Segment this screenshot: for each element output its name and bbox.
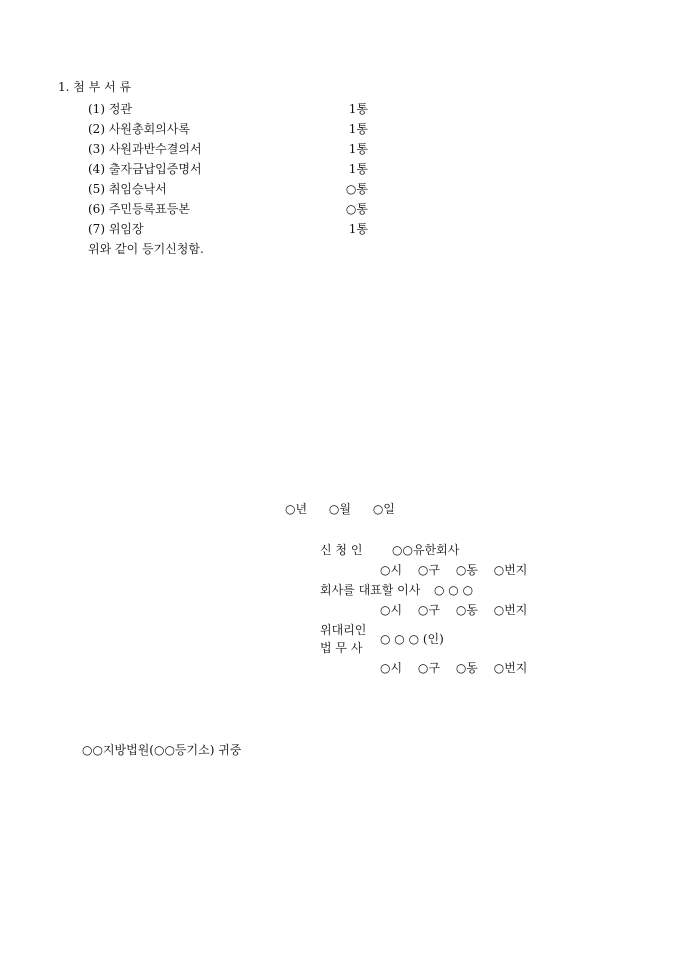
address-dong: ○동 bbox=[455, 563, 478, 577]
address-district: ○구 bbox=[417, 661, 440, 675]
attachment-item bbox=[88, 140, 368, 154]
address-district: ○구 bbox=[417, 563, 440, 577]
attachment-item bbox=[88, 160, 368, 174]
attachment-count: 1통 bbox=[348, 142, 368, 156]
representative-name: ○ ○ ○ bbox=[434, 583, 474, 597]
closing-statement: 위와 같이 등기신청함. bbox=[88, 242, 204, 256]
applicant-address bbox=[380, 563, 527, 577]
agent-label-line1: 위대리인 bbox=[320, 623, 367, 637]
attachment-item bbox=[88, 120, 368, 134]
attachment-label: (5) 취임승낙서 bbox=[88, 182, 167, 196]
address-lot: ○번지 bbox=[493, 661, 528, 675]
attachment-item bbox=[88, 220, 368, 234]
representative-label: 회사를 대표할 이사 bbox=[320, 583, 421, 597]
attachment-label: (2) 사원총회의사록 bbox=[88, 122, 190, 136]
representative-address bbox=[380, 603, 527, 617]
address-city: ○시 bbox=[380, 603, 403, 617]
agent-label-line2: 법 무 사 bbox=[320, 641, 363, 655]
attachment-label: (6) 주민등록표등본 bbox=[88, 202, 190, 216]
attachment-count: ○통 bbox=[345, 202, 368, 216]
attachment-count: 1통 bbox=[348, 222, 368, 236]
attachment-count: 1통 bbox=[348, 162, 368, 176]
address-city: ○시 bbox=[380, 563, 403, 577]
attachment-label: (1) 정관 bbox=[88, 102, 132, 116]
address-district: ○구 bbox=[417, 603, 440, 617]
attachment-count: ○통 bbox=[345, 182, 368, 196]
attachment-count: 1통 bbox=[348, 122, 368, 136]
applicant-name: ○○유한회사 bbox=[392, 543, 460, 557]
address-dong: ○동 bbox=[455, 661, 478, 675]
address-lot: ○번지 bbox=[493, 563, 528, 577]
attachment-label: (3) 사원과반수결의서 bbox=[88, 142, 202, 156]
attachment-item bbox=[88, 180, 368, 194]
attachment-label: (7) 위임장 bbox=[88, 222, 144, 236]
address-lot: ○번지 bbox=[493, 603, 528, 617]
attachment-item bbox=[88, 100, 368, 114]
agent-name: ○ ○ ○ (인) bbox=[380, 632, 444, 646]
address-dong: ○동 bbox=[455, 603, 478, 617]
agent-address bbox=[380, 661, 527, 675]
attachment-count: 1통 bbox=[348, 102, 368, 116]
date-day: ○일 bbox=[372, 502, 395, 516]
date-month: ○월 bbox=[328, 502, 351, 516]
application-date bbox=[285, 502, 395, 516]
attachment-item bbox=[88, 200, 368, 214]
address-city: ○시 bbox=[380, 661, 403, 675]
addressee: ○○지방법원(○○등기소) 귀중 bbox=[82, 743, 242, 757]
applicant-label: 신 청 인 bbox=[320, 543, 363, 557]
date-year: ○년 bbox=[285, 502, 308, 516]
attachments-heading: 1. 첨 부 서 류 bbox=[58, 80, 132, 94]
attachment-label: (4) 출자금납입증명서 bbox=[88, 162, 202, 176]
